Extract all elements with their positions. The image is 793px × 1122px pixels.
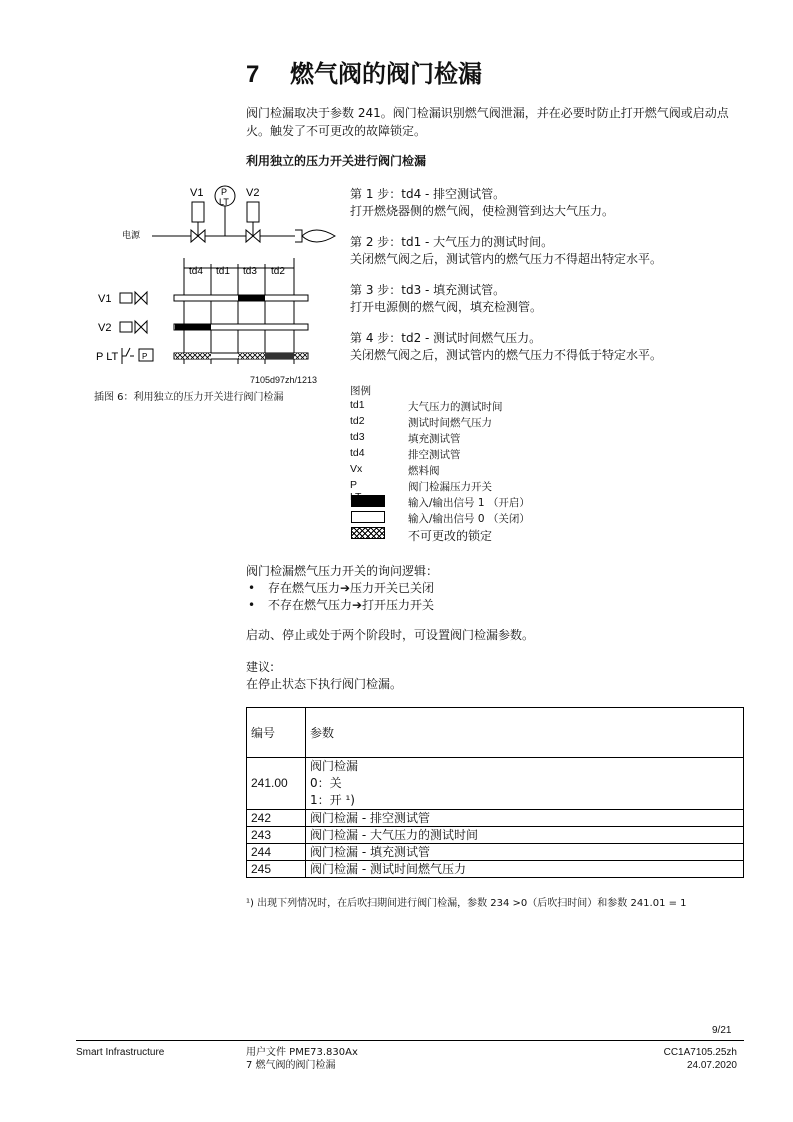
- param-description: 阀门检漏 - 测试时间燃气压力: [306, 861, 744, 878]
- steps: [350, 186, 750, 378]
- legend-text: 燃料阀: [408, 465, 440, 477]
- legend-text: 填充测试管: [408, 433, 461, 445]
- td2-label: td2: [271, 266, 285, 277]
- chapter-title: 燃气阀的阀门检漏: [290, 60, 482, 88]
- chapter-number: 7: [246, 61, 260, 88]
- step-title: 第 3 步：td3 - 填充测试管。: [350, 283, 506, 297]
- lt-label: LT: [219, 197, 229, 207]
- step-4: [350, 330, 750, 364]
- step-text: 关闭燃气阀之后，测试管内的燃气压力不得超出特定水平。: [350, 252, 663, 266]
- step-title: 第 2 步：td1 - 大气压力的测试时间。: [350, 235, 554, 249]
- table-row: [247, 844, 744, 861]
- td4-label: td4: [189, 266, 203, 277]
- v1-signal-on: [238, 295, 265, 301]
- legend-text: 排空测试管: [408, 449, 461, 461]
- advice-text: 在停止状态下执行阀门检漏。: [246, 677, 403, 691]
- footnote: ¹) 出现下列情况时，在后吹扫期间进行阀门检漏，参数 234 >0（后吹扫时间）和参数 241.01 = 1: [246, 898, 687, 909]
- signal-off-swatch: [351, 511, 385, 523]
- step-text: 打开燃烧器侧的燃气阀，使检测管到达大气压力。: [350, 204, 615, 218]
- logic-item: • 不存在燃气压力➔打开压力开关: [246, 597, 438, 614]
- legend-key: td4: [350, 447, 365, 459]
- power-label: 电源: [122, 230, 141, 240]
- table-header-row: [247, 708, 744, 758]
- legend-text: 不可更改的锁定: [408, 529, 493, 543]
- param-code: 244: [247, 844, 306, 861]
- footer-company: Smart Infrastructure: [76, 1047, 165, 1058]
- figure-caption: 插图 6：利用独立的压力开关进行阀门检漏: [94, 392, 284, 403]
- td1-label: td1: [216, 266, 230, 277]
- step-title: 第 1 步：td4 - 排空测试管。: [350, 187, 506, 201]
- row-v2-label: V2: [98, 322, 112, 334]
- legend-text: 输入/输出信号 1 （开启）: [408, 497, 530, 509]
- table-row: [247, 861, 744, 878]
- intro-paragraph: 阀门检漏取决于参数 241。阀门检漏识别燃气阀泄漏，并在必要时防止打开燃气阀或启动点火。触发了不可更改的故障锁定。: [246, 106, 729, 138]
- step-text: 打开电源侧的燃气阀，填充检测管。: [350, 300, 543, 314]
- logic-item: • 存在燃气压力➔压力开关已关闭: [246, 580, 438, 597]
- legend-key: td1: [350, 399, 365, 411]
- legend-text: 测试时间燃气压力: [408, 417, 492, 429]
- table-row: [247, 827, 744, 844]
- footer-reference: [664, 1046, 737, 1072]
- v2-actuator: [247, 202, 259, 222]
- footer-ref: CC1A7105.25zh: [663, 1047, 737, 1058]
- v2-signal-on: [175, 324, 211, 330]
- param-line: 0：关: [310, 776, 342, 790]
- row-plt-box-label: P: [142, 352, 148, 361]
- legend-text: 输入/输出信号 0 （关闭）: [408, 513, 530, 525]
- row-plt-label: P LT: [96, 351, 119, 363]
- v1-label: V1: [190, 187, 204, 199]
- row-v1-label: V1: [98, 293, 112, 305]
- td3-label: td3: [243, 266, 257, 277]
- param-code: 241.00: [247, 758, 306, 810]
- legend-title: 图例: [350, 385, 371, 397]
- advice-label: 建议:: [246, 660, 275, 674]
- legend-text: 大气压力的测试时间: [408, 401, 503, 413]
- param-line: 阀门检漏: [310, 759, 359, 773]
- step-2: [350, 234, 750, 268]
- query-logic: [246, 563, 438, 614]
- chapter-heading: [246, 54, 482, 89]
- footer-date: 24.07.2020: [686, 1060, 737, 1071]
- step-1: [350, 186, 750, 220]
- row-v1-valve-icon: [135, 292, 147, 304]
- diagram-code: 7105d97zh/1213: [250, 375, 318, 385]
- page-number: 9/21: [712, 1025, 732, 1036]
- logic-title: 阀门检漏燃气压力开关的询问逻辑：: [246, 564, 439, 578]
- section-subheading: 利用独立的压力开关进行阀门检漏: [246, 154, 427, 168]
- param-description: 阀门检漏 - 填充测试管: [306, 844, 744, 861]
- table-row: [247, 758, 744, 810]
- legend-key: P: [350, 479, 357, 491]
- param-line: 1：开 ¹): [310, 793, 355, 807]
- signal-on-swatch: [351, 495, 385, 507]
- table-row: [247, 810, 744, 827]
- burner-flame-icon: [302, 230, 335, 242]
- plt-lock-segment-3: [294, 353, 307, 359]
- row-v2-valve-icon: [135, 321, 147, 333]
- footer-divider: [76, 1040, 744, 1041]
- step-text: 关闭燃气阀之后，测试管内的燃气压力不得低于特定水平。: [350, 348, 663, 362]
- param-code: 245: [247, 861, 306, 878]
- parameter-table: [246, 707, 744, 878]
- param-code: 243: [247, 827, 306, 844]
- footer-document: [246, 1046, 358, 1072]
- plt-lock-segment-1: [175, 353, 211, 359]
- legend-key: td2: [350, 415, 365, 427]
- legend-key: Vx: [350, 463, 363, 475]
- param-description: 阀门检漏 - 大气压力的测试时间: [306, 827, 744, 844]
- step-3: [350, 282, 750, 316]
- plt-lock-segment-2: [238, 353, 265, 359]
- setting-paragraph: 启动、停止或处于两个阶段时，可设置阀门检漏参数。: [246, 628, 535, 642]
- plt-signal-on: [265, 353, 294, 359]
- header-number: 编号: [247, 708, 306, 758]
- lockout-swatch: [351, 527, 385, 539]
- step-title: 第 4 步：td2 - 测试时间燃气压力。: [350, 331, 542, 345]
- legend-text: 阀门检漏压力开关: [408, 481, 492, 493]
- footer-doc-line2: 7 燃气阀的阀门检漏: [246, 1060, 336, 1071]
- header-parameter: 参数: [306, 708, 744, 758]
- valve-leak-diagram: [90, 180, 340, 380]
- p-label: P: [221, 187, 228, 197]
- v1-actuator: [192, 202, 204, 222]
- legend-key: td3: [350, 431, 365, 443]
- param-description: [306, 758, 744, 810]
- param-description: 阀门检漏 - 排空测试管: [306, 810, 744, 827]
- param-code: 242: [247, 810, 306, 827]
- footer-doc-line1: 用户文件 PME73.830Ax: [246, 1047, 358, 1058]
- v2-label: V2: [246, 187, 260, 199]
